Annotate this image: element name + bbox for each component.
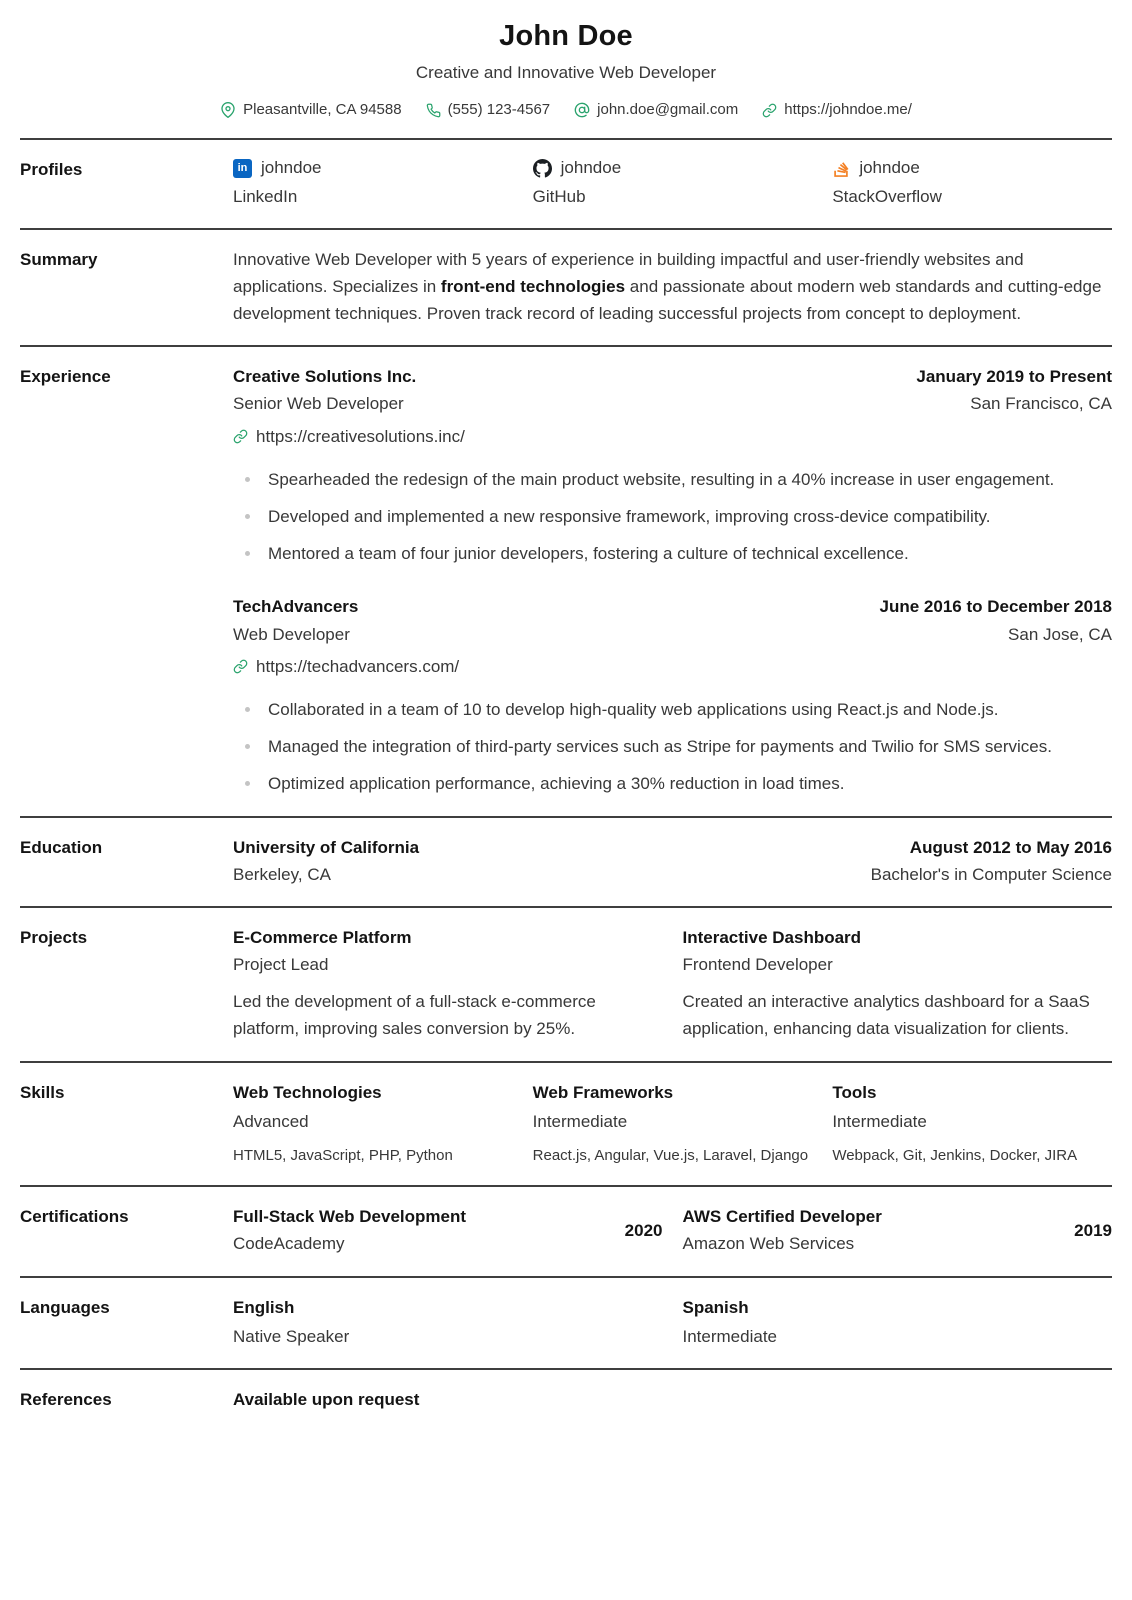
section-summary [20, 228, 1112, 346]
job-location: San Jose, CA [1008, 624, 1112, 644]
employment-dates: January 2019 to Present [916, 367, 1112, 387]
school-location: Berkeley, CA [233, 864, 331, 884]
profile-username[interactable]: johndoe [859, 158, 920, 178]
certification-year: 2020 [624, 1220, 663, 1240]
profile-network: LinkedIn [233, 187, 298, 207]
project-role: Project Lead [233, 955, 329, 975]
language-level: Intermediate [682, 1326, 777, 1346]
job-location: San Francisco, CA [970, 394, 1112, 414]
skill-name: Web Frameworks [532, 1082, 674, 1102]
certification-name: AWS Certified Developer [682, 1207, 882, 1227]
contact-phone-text: (555) 123-4567 [447, 101, 551, 119]
contact-website[interactable] [762, 98, 912, 122]
school-name: University of California [233, 837, 420, 857]
contact-email[interactable] [574, 98, 738, 122]
company-name: Creative Solutions Inc. [233, 367, 417, 387]
certification-entry [233, 1203, 663, 1257]
section-references [20, 1368, 1112, 1431]
bullet-item: Optimized application performance, achieving a 30% reduction in load times. [233, 770, 1112, 797]
bullet-item: Spearheaded the redesign of the main product website, resulting in a 40% increase in user engagement. [233, 466, 1112, 493]
references-text: Available upon request [233, 1390, 420, 1410]
certification-name: Full-Stack Web Development [233, 1207, 467, 1227]
project-description: Led the development of a full-stack e-commerce platform, improving sales conversion by 25%. [233, 992, 596, 1039]
profile-linkedin [233, 156, 513, 209]
section-skills [20, 1061, 1112, 1186]
skill-keywords: Webpack, Git, Jenkins, Docker, JIRA [832, 1147, 1078, 1165]
section-label-projects: Projects [20, 927, 88, 947]
contact-phone [426, 98, 551, 122]
skill-name: Web Technologies [233, 1082, 382, 1102]
headline: Creative and Innovative Web Developer [415, 63, 717, 83]
project-role: Frontend Developer [682, 955, 833, 975]
project-name: Interactive Dashboard [682, 927, 862, 947]
skill-name: Tools [832, 1082, 877, 1102]
employment-dates: June 2016 to December 2018 [879, 597, 1112, 617]
phone-icon [426, 103, 441, 118]
profile-github [533, 156, 813, 209]
bullet-item: Managed the integration of third-party services such as Stripe for payments and Twilio for SMS services. [233, 733, 1112, 760]
contact-email-text[interactable]: john.doe@gmail.com [597, 101, 739, 119]
section-label-languages: Languages [20, 1297, 110, 1317]
language-entry [683, 1294, 1113, 1350]
contact-row [20, 98, 1112, 122]
bullet-item: Developed and implemented a new responsive framework, improving cross-device compatibility. [233, 503, 1112, 530]
resume-header [20, 18, 1112, 138]
project-entry [233, 924, 663, 1043]
certification-year: 2019 [1074, 1220, 1112, 1240]
project-description: Created an interactive analytics dashboard for a SaaS application, enhancing data visualization for clients. [682, 992, 1090, 1039]
linkedin-icon: in [233, 159, 252, 178]
job-title: Web Developer [233, 624, 350, 644]
link-icon [762, 103, 777, 118]
language-entry [233, 1294, 663, 1350]
github-icon [533, 159, 552, 178]
link-icon [233, 429, 248, 444]
contact-location-text: Pleasantville, CA 94588 [243, 101, 402, 119]
skill-level: Intermediate [832, 1111, 927, 1131]
certification-entry [683, 1203, 1113, 1257]
project-entry [683, 924, 1113, 1043]
section-education [20, 816, 1112, 906]
summary-text: Innovative Web Developer with 5 years of experience in building impactful and user-friendly websites and applications. Specializes in front-end technologies and passionate about modern web standards and cutting-edge development techniques. Proven track record of leading successful projects from concept to deployment. [233, 249, 1102, 324]
bullet-item: Mentored a team of four junior developers, fostering a culture of technical excellence. [233, 540, 1112, 567]
section-label-certifications: Certifications [20, 1207, 129, 1227]
bullet-item: Collaborated in a team of 10 to develop high-quality web applications using React.js and Node.js. [233, 696, 1112, 723]
summary-bold-phrase: front-end technologies [440, 276, 626, 296]
certification-issuer: CodeAcademy [233, 1234, 345, 1254]
company-url[interactable]: https://creativesolutions.inc/ [256, 426, 465, 446]
profile-username[interactable]: johndoe [560, 158, 622, 178]
job-title: Senior Web Developer [233, 394, 404, 414]
education-dates: August 2012 to May 2016 [909, 837, 1112, 857]
experience-entry [233, 593, 1112, 797]
company-name: TechAdvancers [233, 597, 359, 617]
person-name: John Doe [499, 20, 633, 52]
contact-location [220, 98, 401, 122]
section-label-skills: Skills [20, 1082, 65, 1102]
section-certifications [20, 1185, 1112, 1275]
section-label-education: Education [20, 837, 103, 857]
section-profiles [20, 138, 1112, 227]
profile-stackoverflow [832, 156, 1112, 209]
section-label-references: References [20, 1390, 112, 1410]
at-sign-icon [574, 102, 590, 118]
section-experience [20, 345, 1112, 815]
section-projects [20, 906, 1112, 1061]
experience-bullets [233, 466, 1112, 568]
contact-website-text[interactable]: https://johndoe.me/ [784, 101, 912, 119]
experience-entry [233, 363, 1112, 567]
skill-entry [533, 1079, 813, 1168]
skill-keywords: HTML5, JavaScript, PHP, Python [233, 1147, 453, 1165]
project-name: E-Commerce Platform [233, 927, 412, 947]
skill-keywords: React.js, Angular, Vue.js, Laravel, Django [532, 1147, 809, 1165]
skill-level: Intermediate [532, 1111, 628, 1131]
language-name: Spanish [682, 1297, 749, 1317]
link-icon [233, 659, 248, 674]
skill-entry [233, 1079, 513, 1168]
profile-network: GitHub [532, 187, 586, 207]
section-label-experience: Experience [20, 367, 111, 387]
profile-username[interactable]: johndoe [261, 158, 322, 178]
language-level: Native Speaker [233, 1326, 350, 1346]
degree: Bachelor's in Computer Science [870, 864, 1112, 884]
certification-issuer: Amazon Web Services [682, 1234, 855, 1254]
skill-entry [832, 1079, 1112, 1168]
section-label-profiles: Profiles [20, 160, 83, 180]
profile-network: StackOverflow [832, 187, 942, 207]
section-label-summary: Summary [20, 249, 98, 269]
stackoverflow-icon [832, 160, 850, 178]
section-languages [20, 1276, 1112, 1368]
map-pin-icon [220, 102, 236, 118]
language-name: English [233, 1297, 295, 1317]
experience-bullets [233, 696, 1112, 798]
company-url[interactable]: https://techadvancers.com/ [256, 656, 460, 676]
skill-level: Advanced [233, 1111, 309, 1131]
